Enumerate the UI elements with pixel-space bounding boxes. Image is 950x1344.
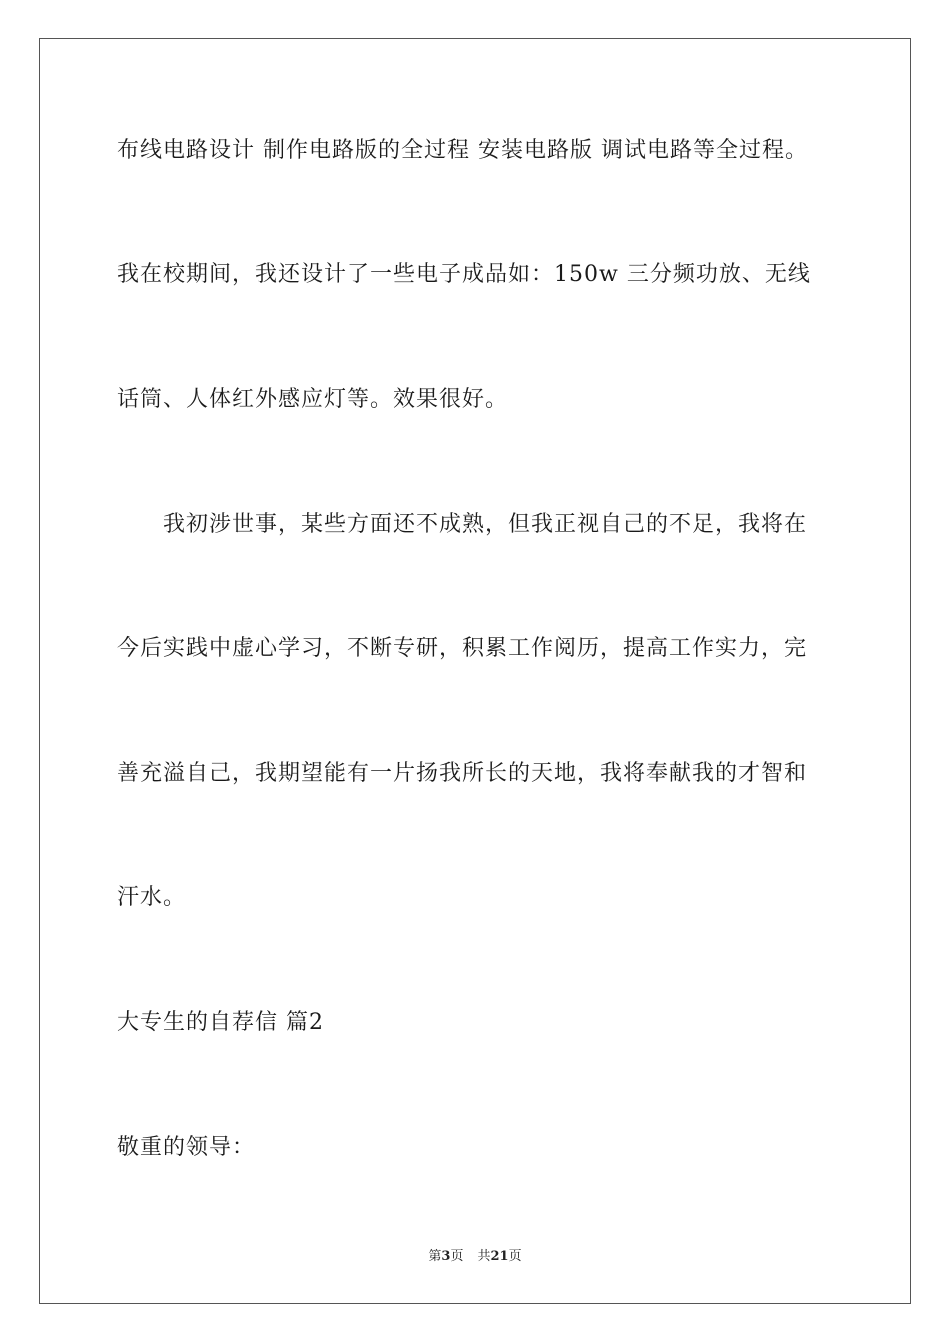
text-line-7: 汗水。 (117, 885, 187, 910)
salutation: 敬重的领导： (117, 1135, 256, 1160)
footer-total-number: 21 (490, 1249, 509, 1264)
text-line-4: 我初涉世事，某些方面还不成熟，但我正视自己的不足，我将在 (163, 512, 808, 537)
text-line-1: 布线电路设计 制作电路版的全过程 安装电路版 调试电路等全过程。 (117, 138, 808, 163)
footer-total-prefix: 共 (477, 1249, 491, 1264)
footer-total-suffix: 页 (508, 1249, 522, 1264)
footer-page-prefix: 第 (428, 1249, 442, 1264)
footer-page-number: 3 (441, 1249, 451, 1264)
footer-page-suffix: 页 (450, 1249, 464, 1264)
text-line-3: 话筒、人体红外感应灯等。效果很好。 (117, 387, 509, 412)
page-border (39, 38, 911, 1304)
text-line-2: 我在校期间，我还设计了一些电子成品如：150w 三分频功放、无线 (117, 262, 811, 287)
page-footer (0, 1248, 950, 1266)
text-line-5: 今后实践中虚心学习，不断专研，积累工作阅历，提高工作实力，完 (117, 636, 808, 661)
text-line-6: 善充溢自己，我期望能有一片扬我所长的天地，我将奉献我的才智和 (117, 761, 808, 786)
section-heading: 大专生的自荐信 篇2 (117, 1010, 324, 1035)
